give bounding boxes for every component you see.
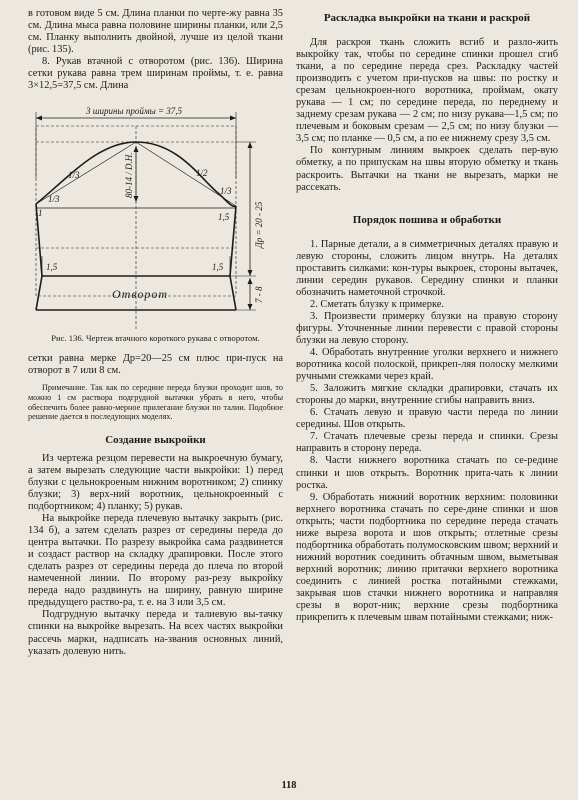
sewing-step-9: 9. Обработать нижний воротник верхним: половинки верхнего воротника стачать по сере-дине спинки и шов открыть; части подбортника по середине переда стачать ниже выреза ворота и шов открыть; отлетные срезы подбортника обработать полумосковским швом; верхний и нижний воротник соединить обтачным швом, выметывая верхний воротник; линию притачки верхнего воротника соединить с линией ростка потайными стежками, закрывая шов стачки нижнего воротника и направляя срезы в ворот-ник; верхние срезы подбортника прикрепить к плечевым швам потайными стежками; ниж- [296, 491, 558, 624]
figure-label-1-3-left-top: 1/3 [68, 170, 80, 181]
layout-paragraph-1: Для раскроя ткань сложить всгиб и разло-жить выкройку так, чтобы по середине спинки прошел сгиб ткани, а по середине переда срез. Раскладку частей производить с учетом при-пусков на швы: по ростку и срезам цельнокроен-ного воротника, проймам, окату рукава — 1 см; по середине переда, по переднему и заднему срезам рукава — 2 см; по низу рукава—1,5 см; по плечевым и боковым срезам — 2,5 см; по низу блузки — 3,5 см; по планке — 0,5 см, а по ее нижнему срезу 3,5 см. [296, 37, 558, 145]
sewing-step-8: 8. Части нижнего воротника стачать по се-редине спинки и шов открыть. Воротник прита-чать к линии ростка. [296, 455, 558, 491]
figure-label-1-3-right: 1/3 [220, 186, 232, 197]
figure-label-dr: Др = 20 - 25 [254, 202, 264, 249]
figure-label-1-left: 1 [38, 208, 43, 219]
note-paragraph: Примечание. Так как по середине переда блузки проходит шов, то можно 1 см раствора подгрудной вытачки убрать в него, чтобы обеспечить более равно-мерное прилегание блузки по талии. Подобное решение дается в последующих моделях. [28, 383, 283, 422]
sewing-step-1: 1. Парные детали, а в симметричных деталях правую и левую стороны, сложить лицом внутрь. На деталях проставить силками: кон-туры выкроек, стороны вытачек, линии середин рукавов. Середину спинки и планки обозначить наметочной строчкой. [296, 238, 558, 298]
sleeve-pattern-drawing [28, 98, 283, 330]
sewing-step-6: 6. Стачать левую и правую части переда по линии середины. Шов открыть. [296, 407, 558, 431]
figure-label-otvorot: Отворот [112, 287, 169, 302]
figure-caption: Рис. 136. Чертеж втачного короткого рукава с отворотом. [51, 333, 260, 344]
intro-paragraph-2: 8. Рукав втачной с отворотом (рис. 136). Ширина сетки рукава равна трем ширинам проймы, т. е. равна 3×12,5=37,5 см. Длина [28, 56, 283, 92]
figure-label-1-3-left-bottom: 1/3 [48, 194, 60, 205]
figure-top-label: 3 ширины проймы = 37,5 [86, 106, 183, 117]
heading-sewing-order: Порядок пошива и обработки [352, 213, 502, 226]
sewing-step-7: 7. Стачать плечевые срезы переда и спинки. Срезы направить в сторону переда. [296, 431, 558, 455]
section-2-paragraph-2: На выкройке переда плечевую вытачку закрыть (рис. 134 б), а затем сделать разрез от середины переда до центра вытачки. По разрезу выкройка сама раздвинется и создаст раствор на складку драпировки. После этого сделать разрез от середины переда до плеча по второй намеченной линии. По второму раз-резу выкройку переда надо раздвинуть на ширину, равную ширине предыдущего раство-ра, т. е. на 3 или 3,5 см. [28, 513, 283, 609]
sewing-step-4: 4. Обработать внутренние уголки верхнего и нижнего воротника косой полоской, прикреп-ляя полоску мелкими ручными стежками через край. [296, 347, 558, 383]
intro-paragraph-1: в готовом виде 5 см. Длина планки по черте-жу равна 35 см. Длина мыса равна половине ширины планки, или 2,5 см. Планку выполнить двойной, лучше из целой ткани (рис. 135). [28, 8, 283, 56]
right-column [296, 8, 558, 624]
layout-paragraph-2: По контурным линиям выкроек сделать пер-вую обметку, а по припускам на швы вторую обметку и ткань раскроить. Вытачки на ткани не вырезать, марки не рассекать. [296, 145, 558, 193]
figure-label-1-5-right-bottom: 1,5 [212, 262, 224, 273]
figure-label-7-8: 7 - 8 [254, 286, 264, 304]
after-figure-paragraph: сетки равна мерке Др=20—25 см плюс при-пуск на отворот в 7 или 8 см. [28, 353, 283, 377]
section-2-paragraph-1: Из чертежа резцом перевести на выкроечную бумагу, а затем вырезать следующие части выкройки: 1) перед блузки с цельнокроеным нижним воротником; 2) спинку блузки; 3) верх-ний воротник, цельнокроенный с подбортником; 4) планку; 5) рукав. [28, 452, 283, 512]
figure-label-okat: 80-14 / D.H. [124, 152, 134, 199]
section-2-paragraph-3: Подгрудную вытачку переда и талиевую вы-тачку спинки на выкройке вырезать. На всех частях выкройки рассечь марки, надписать на-звания основных линий, указать долевую нить. [28, 609, 283, 657]
sewing-step-3: 3. Произвести примерку блузки на правую сторону фигуры. Уточненные линии перевести с правой стороны блузки на левую сторону. [296, 310, 558, 346]
sleeve-pattern-figure [28, 98, 283, 330]
sewing-step-2: 2. Сметать блузку к примерке. [310, 298, 444, 310]
figure-label-1-5-right-top: 1,5 [218, 212, 230, 223]
heading-creating-pattern: Создание выкройки [105, 433, 206, 446]
figure-label-1-5-left: 1,5 [46, 262, 58, 273]
heading-layout-cutting: Раскладка выкройки на ткани и раскрой [323, 12, 531, 24]
page-number: 118 [281, 780, 297, 791]
figure-label-1-2: 1/2 [196, 168, 208, 179]
sewing-step-5: 5. Заложить мягкие складки драпировки, стачать их стороны до марки, внутренние сгибы направить вниз. [296, 383, 558, 407]
left-column [28, 8, 283, 658]
